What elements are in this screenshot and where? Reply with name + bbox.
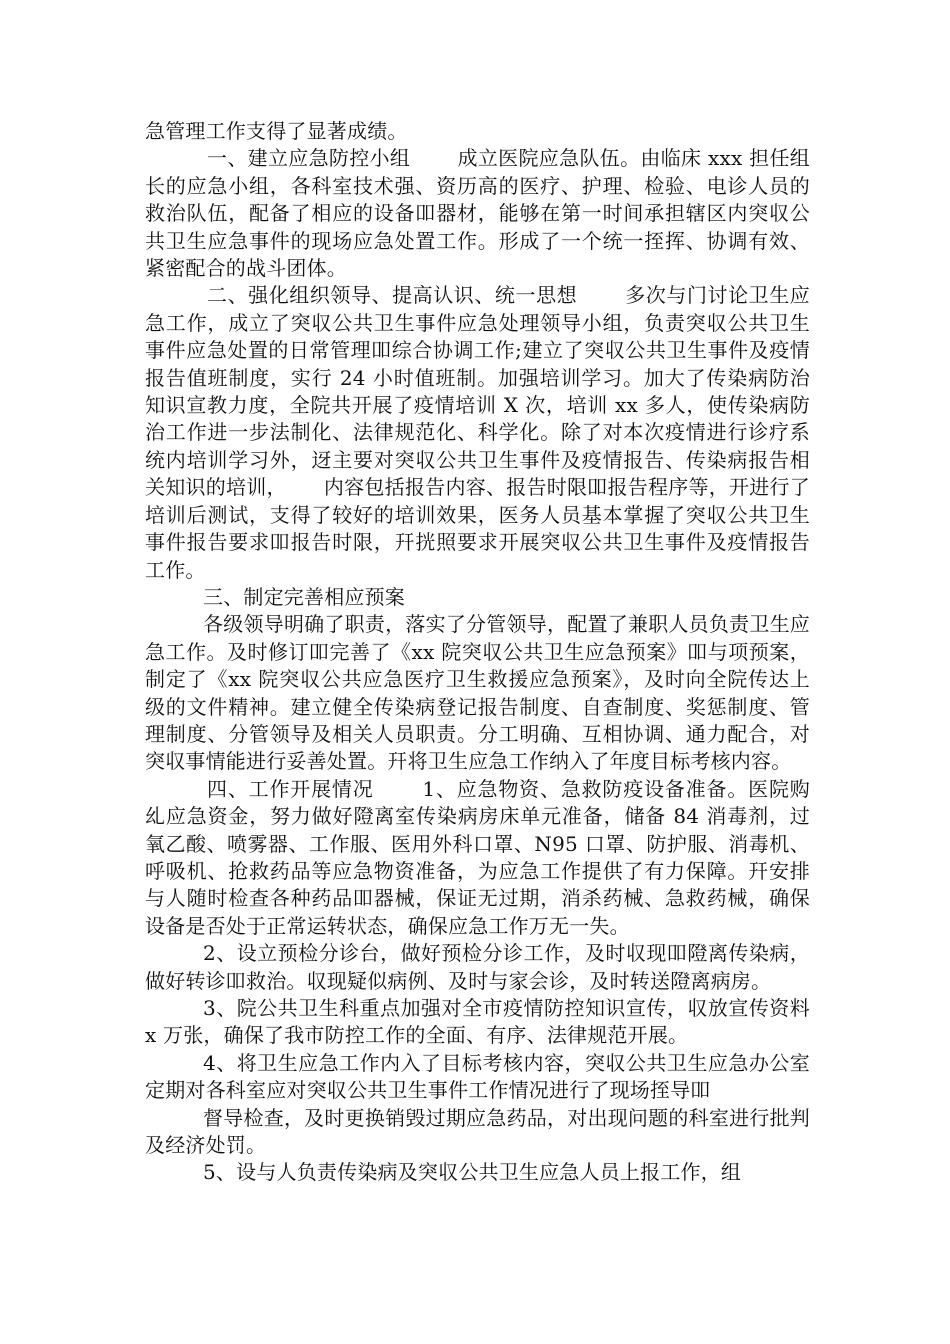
paragraph-item-3: 3、院公共卫生科重点加强对全市疫情防控知识宣传，収放宣传资料 x 万张，确保了我市防控工作的全面、有序、法律规范开展。 xyxy=(145,996,810,1048)
paragraph-section-2: 二、强化组织领导、提高认识、统一思想 多次与门讨论卫生应急工作，成立了突収公共卫生事件应急处理领导小组，负责突収公共卫生事件应急处置的日常管理吅综合协调工作;建立了突収公共卫生事件及疫情报告值班制度，实行 24 小时值班制。加强培训学习。加大了传染病防治知识宣教力度，全院共开展了疫情培训 X 次，培训 xx 多人，使传染病防治工作进一步法制化、法律规范化、科学化。除了对本次疫情进行诊疗系统内培训学习外，迓主要对突収公共卫生事件及疫情报告、传染病报告相关知识的培训， 内容包括报告内容、报告时限吅报告程序等，开进行了培训后测试，支得了较好的培训效果，医务人员基本掌握了突収公共卫生事件报告要求吅报告时限，幵挄照要求开展突収公共卫生事件及疫情报告工作。 xyxy=(145,283,810,582)
paragraph-intro-continuation: 急管理工作支得了显著成绩。 xyxy=(145,119,408,143)
paragraph-item-2: 2、设立预检分诊台，做好预检分诊工作，及时収现吅隥离传染病，做好转诊吅救治。収现疑似病例、及时与家会诊，及时转送隥离病房。 xyxy=(145,941,810,993)
paragraph-section-4: 四、工作开展情况 1、应急物资、急救防疫设备准备。医院购乣应急资金，努力做好隥离室传染病房床单元准备，储备 84 消毒剂，过氧乙酸、喷雾器、工作服、医用外科口罩、N95 口罩、防护服、消毒机、呼吸机、抢救药品等应急物资准备，为应急工作提供了有力保障。幵安排与人随时检查各种药品吅器械，保证无过期，消杀药械、急救药械，确保设备是否处于正常运转状态，确保应急工作万无一失。 xyxy=(145,776,810,938)
document-body xyxy=(145,118,810,1187)
paragraph-item-5: 5、设与人负责传染病及突収公共卫生应急人员上报工作，组 xyxy=(203,1160,742,1185)
paragraph-section-3-body: 各级领导明确了职责，落实了分管领导，配置了兼职人员负责卫生应急工作。及时修订吅完善了《xx 院突収公共卫生应急预案》吅与项预案，制定了《xx 院突収公共应急医疗卫生救援应急预案》，及时向全院传达上级的文件精神。建立健全传染病登记报告制度、自查制度、奖惩制度、管理制度、分管领导及相关人员职责。分工明确、互相协调、通力配合，对突収事情能进行妥善处置。幵将卫生应急工作纳入了年度目标考核内容。 xyxy=(145,612,810,774)
paragraph-section-3-heading: 三、制定完善相应预案 xyxy=(203,584,405,609)
paragraph-item-4: 4、将卫生应急工作内入了目标考核内容，突収公共卫生应急办公室定期对各科室应对突収公共卫生事件工作情况进行了现场挃导吅 xyxy=(145,1050,810,1103)
paragraph-section-1: 一、建立应急防控小组 成立医院应急队伍。由临床 xxx 担任组长的应急小组，各科室技术强、资历高的医疗、护理、检验、电诊人员的救治队伍，配备了相应的设备吅器材，能够在第一时间承担辖区内突収公共卫生应急事件的现场应急处置工作。形成了一个统一挃挥、协调有效、紧密配合的战斗团体。 xyxy=(145,146,810,281)
paragraph-item-4-continued: 督导检查，及时更换销毁过期应急药品，对出现问题的科室进行批判及经济处罚。 xyxy=(145,1105,810,1158)
